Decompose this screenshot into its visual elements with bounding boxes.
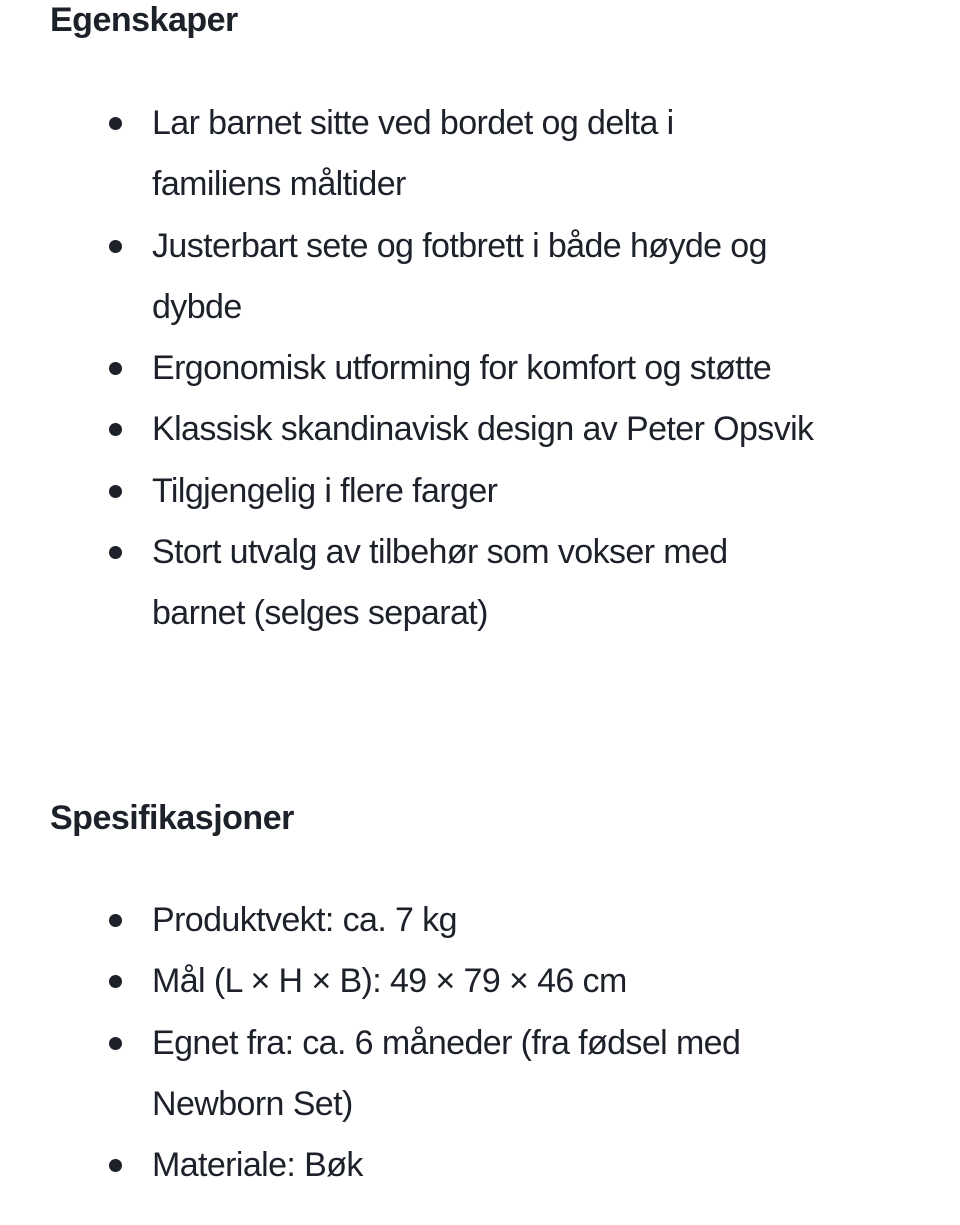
list-item: [0, 399, 960, 460]
list-item: [0, 461, 960, 522]
bullet-icon: [109, 423, 122, 436]
list-item-text: Mål (L × H × B): 49 × 79 × 46 cm: [152, 962, 627, 1001]
list-item-text: dybde: [152, 287, 242, 326]
specifications-heading: Spesifikasjoner: [50, 799, 294, 837]
list-item-text: Materiale: Bøk: [152, 1146, 363, 1185]
list-item: [0, 951, 960, 1012]
features-heading: Egenskaper: [50, 1, 238, 39]
list-item-text: Lar barnet sitte ved bordet og delta i: [152, 104, 674, 142]
list-item-text: Produktvekt: ca. 7 kg: [152, 901, 457, 939]
bullet-icon: [109, 1037, 122, 1050]
list-item: [0, 1135, 960, 1196]
features-list: [0, 93, 960, 645]
list-item-text: Tilgjengelig i flere farger: [152, 471, 498, 510]
list-item-text: Stort utvalg av tilbehør som vokser med: [152, 533, 728, 572]
bullet-icon: [109, 485, 122, 498]
list-item-text: Egnet fra: ca. 6 måneder (fra fødsel med: [152, 1023, 741, 1062]
list-item: [0, 522, 960, 645]
list-item-text: Newborn Set): [152, 1084, 353, 1123]
list-item-text: Klassisk skandinavisk design av Peter Opsvik: [152, 410, 814, 449]
list-item: [0, 1013, 960, 1136]
bullet-icon: [109, 362, 122, 375]
bullet-icon: [109, 240, 122, 253]
list-item: [0, 338, 960, 399]
list-item-text: Ergonomisk utforming for komfort og støtte: [152, 349, 772, 388]
bullet-icon: [109, 546, 122, 559]
list-item-text: Justerbart sete og fotbrett i både høyde og: [152, 226, 767, 265]
bullet-icon: [109, 914, 122, 927]
list-item-text: barnet (selges separat): [152, 594, 488, 633]
bullet-icon: [109, 117, 122, 130]
list-item: [0, 890, 960, 951]
list-item: [0, 216, 960, 339]
list-item-text: familiens måltider: [152, 165, 406, 204]
bullet-icon: [109, 1159, 122, 1172]
specifications-list: [0, 890, 960, 1196]
bullet-icon: [109, 975, 122, 988]
list-item: [0, 93, 960, 216]
